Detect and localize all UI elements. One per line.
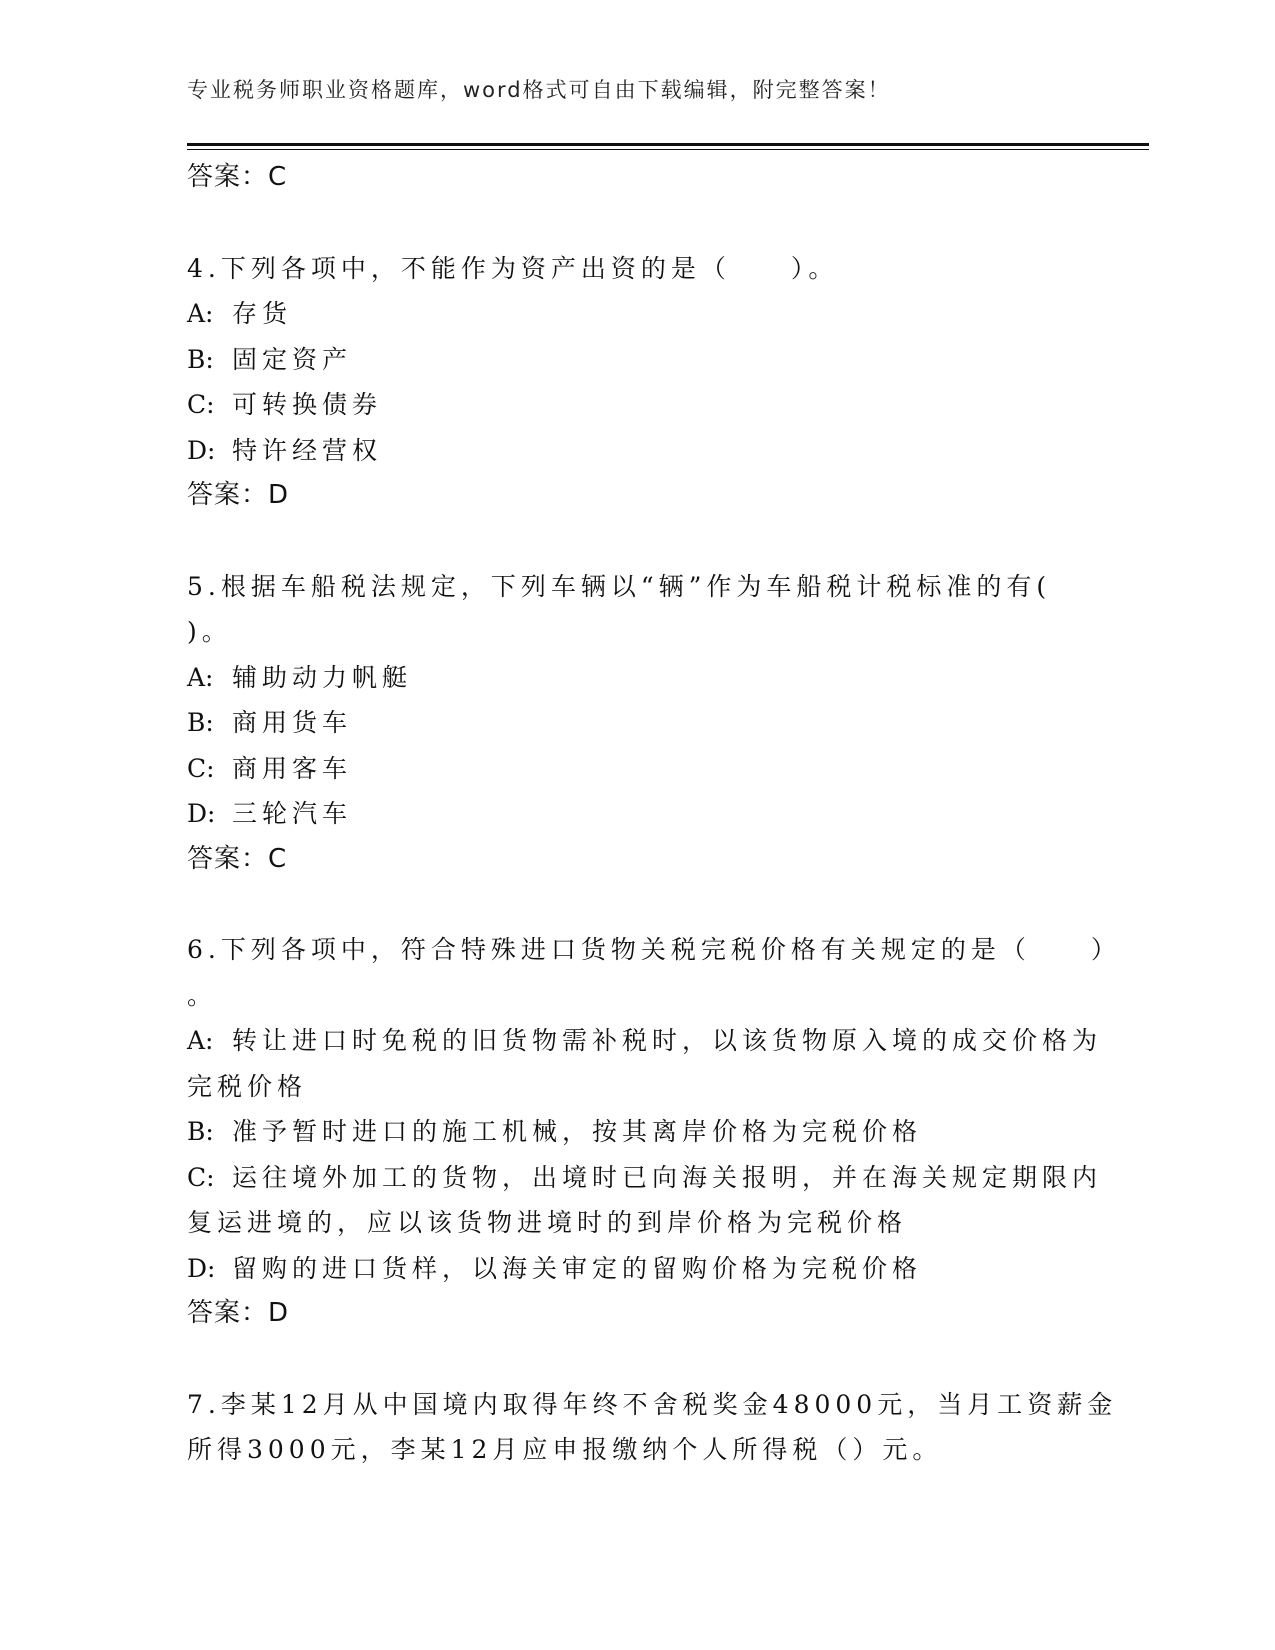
answer: 答案：D xyxy=(187,1298,290,1328)
option-b xyxy=(187,1109,1087,1155)
option-text: 转让进口时免税的旧货物需补税时，以该货物原入境的成交价格为 xyxy=(232,1026,1103,1055)
question-5 xyxy=(187,564,1087,883)
option-b xyxy=(187,700,1087,746)
option-label: D: xyxy=(187,435,216,465)
option-label: B: xyxy=(187,344,214,374)
question-stem: 4.下列各项中，不能作为资产出资的是（ ）。 xyxy=(187,253,839,283)
option-text: 可转换债券 xyxy=(232,390,383,419)
option-label: C: xyxy=(187,753,215,783)
option-c-cont: 复运进境的，应以该货物进境时的到岸价格为完税价格 xyxy=(187,1208,908,1237)
option-label: C: xyxy=(187,390,215,419)
prev-answer: 答案：C xyxy=(187,162,288,192)
question-7 xyxy=(187,1382,1118,1473)
option-text: 存货 xyxy=(232,299,293,328)
answer: 答案：C xyxy=(187,843,288,874)
question-stem: 5.根据车船税法规定，下列车辆以“辆”作为车船税计税标准的有( xyxy=(187,571,1052,601)
option-d xyxy=(187,1246,1087,1292)
option-label: A: xyxy=(187,662,214,692)
option-label: D: xyxy=(187,799,216,828)
option-b xyxy=(187,337,1087,383)
question-stem: 7.李某12月从中国境内取得年终不舍税奖金48000元，当月工资薪金 xyxy=(187,1389,1118,1419)
option-text: 三轮汽车 xyxy=(232,799,353,828)
question-6 xyxy=(187,927,1121,1337)
option-c xyxy=(187,746,1087,792)
option-text: 商用客车 xyxy=(232,753,353,783)
option-text: 运往境外加工的货物，出境时已向海关报明，并在海关规定期限内 xyxy=(232,1162,1103,1192)
option-c xyxy=(187,382,1087,428)
option-d xyxy=(187,791,1087,837)
option-text: 留购的进口货样，以海关审定的留购价格为完税价格 xyxy=(232,1253,923,1283)
question-4 xyxy=(187,246,1087,519)
option-d xyxy=(187,428,1087,474)
option-text: 商用货车 xyxy=(232,708,353,737)
document-content xyxy=(187,155,1121,1473)
header-rule-thin xyxy=(187,149,1149,150)
question-stem-cont: 。 xyxy=(187,980,218,1010)
question-stem-cont: 所得3000元，李某12月应申报缴纳个人所得税（）元。 xyxy=(187,1435,943,1464)
answer: 答案：D xyxy=(187,480,290,510)
question-stem-cont: )。 xyxy=(187,617,232,646)
option-c xyxy=(187,1155,1103,1201)
option-label: D: xyxy=(187,1253,216,1283)
question-stem: 6.下列各项中，符合特殊进口货物关税完税价格有关规定的是（ ） xyxy=(187,935,1121,964)
option-text: 固定资产 xyxy=(232,344,353,374)
option-a-cont: 完税价格 xyxy=(187,1071,308,1101)
option-label: B: xyxy=(187,1117,214,1146)
option-label: B: xyxy=(187,708,214,737)
option-a xyxy=(187,655,1087,701)
option-text: 准予暂时进口的施工机械，按其离岸价格为完税价格 xyxy=(232,1117,923,1146)
page-header: 专业税务师职业资格题库，word格式可自由下载编辑，附完整答案！ xyxy=(187,78,891,102)
option-text: 辅助动力帆艇 xyxy=(232,662,413,692)
option-a xyxy=(187,291,1087,337)
option-text: 特许经营权 xyxy=(232,435,383,465)
option-label: A: xyxy=(187,299,214,328)
option-a xyxy=(187,1018,1103,1064)
option-label: C: xyxy=(187,1162,215,1192)
option-label: A: xyxy=(187,1026,214,1055)
header-rule-thick xyxy=(187,143,1149,146)
